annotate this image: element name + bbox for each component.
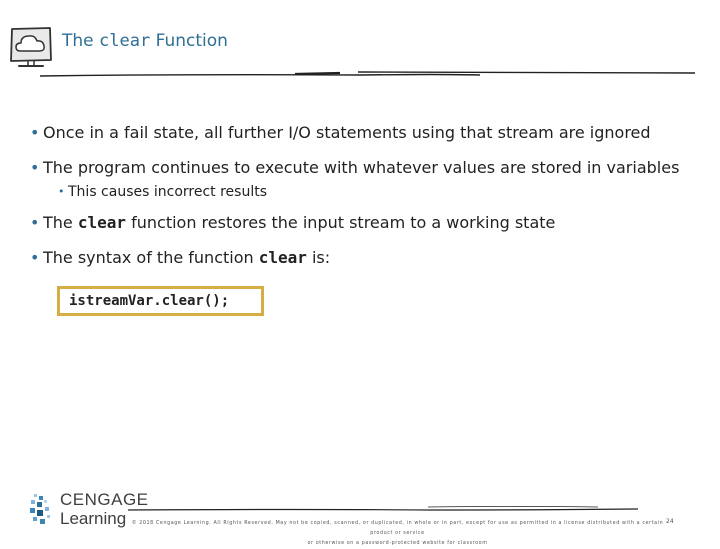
bullet-text: function restores the input stream to a working state	[126, 213, 556, 232]
logo-text-learning: Learning	[60, 509, 127, 528]
bullet-text: Once in a fail state, all further I/O statements using that stream are ignored	[43, 123, 651, 142]
code-example-box	[57, 286, 264, 316]
bullet-text: The syntax of the function	[43, 248, 259, 267]
title-code: clear	[99, 31, 151, 51]
bullet-list	[30, 120, 700, 280]
code-example: istreamVar.clear();	[69, 293, 230, 309]
footer-divider	[128, 501, 638, 513]
title-suffix: Function	[150, 31, 228, 51]
title-divider	[40, 66, 695, 80]
bullet-item	[30, 245, 700, 271]
bullet-item	[30, 155, 700, 181]
sub-bullet-text: This causes incorrect results	[68, 184, 267, 200]
copyright-line-2: or otherwise on a password-protected website for classroom	[307, 541, 488, 546]
bullet-item	[30, 120, 700, 146]
inline-code: clear	[77, 213, 127, 232]
sub-bullet-item	[58, 183, 700, 201]
logo-text-cengage: CENGAGE	[60, 490, 149, 509]
bullet-text: is:	[306, 248, 331, 267]
bullet-text: The program continues to execute with whatever values are stored in variables	[43, 158, 680, 177]
inline-code: clear	[258, 248, 307, 267]
slide-title	[62, 31, 228, 51]
bullet-item	[30, 210, 700, 236]
copyright-notice	[130, 519, 665, 549]
bullet-text: The	[43, 213, 78, 232]
page-number: 24	[666, 518, 674, 525]
cloud-monitor-icon	[8, 24, 54, 70]
copyright-line-1: © 2018 Cengage Learning. All Rights Reserved. May not be copied, scanned, or duplicated, in whole or in part, except for use as permitted in a license distributed with a certain product or service	[131, 521, 664, 536]
cengage-logo-icon	[26, 490, 56, 534]
title-prefix: The	[62, 31, 100, 51]
